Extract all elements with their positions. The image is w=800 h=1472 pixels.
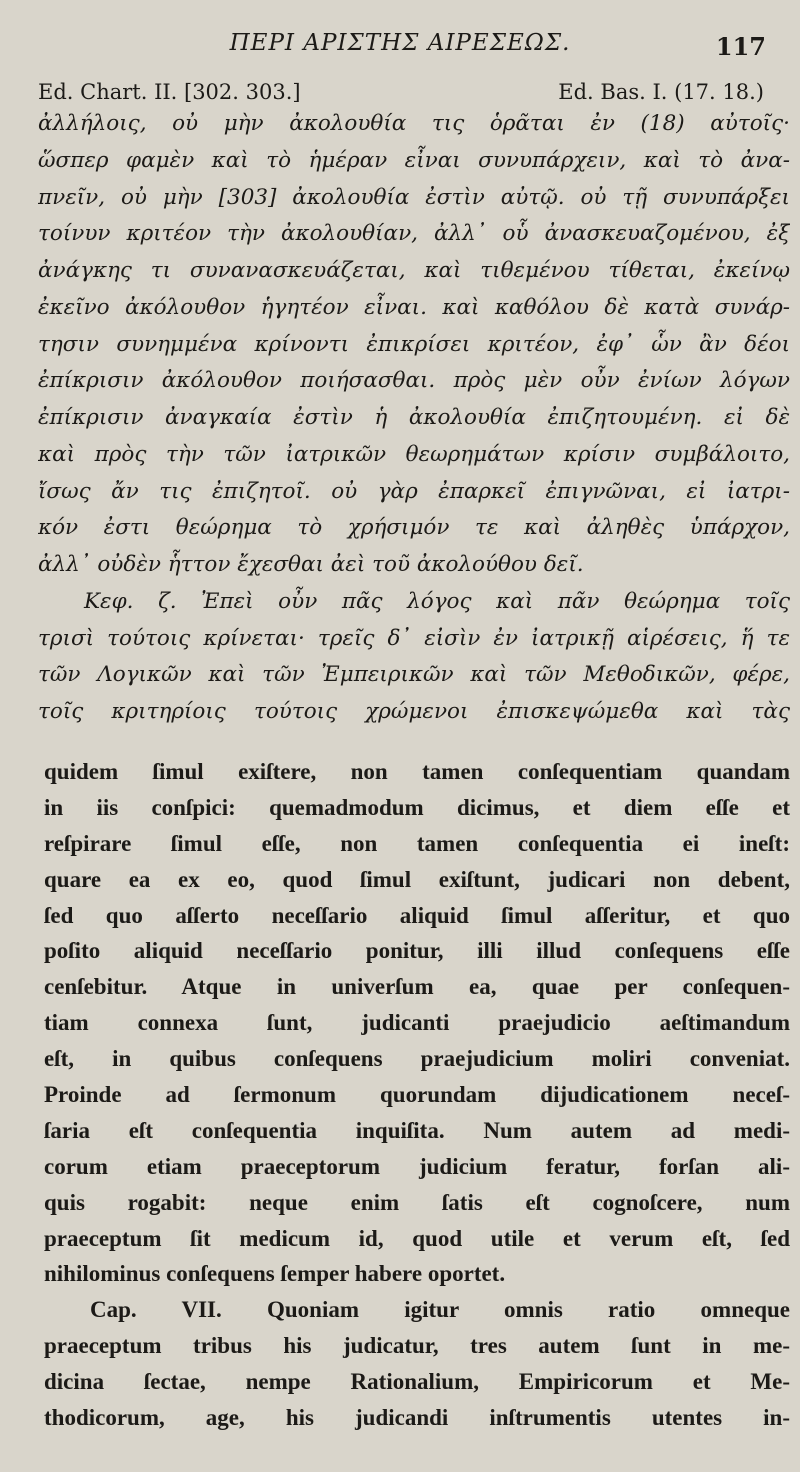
greek-text-block	[38, 106, 790, 731]
latin-line: quis rogabit: neque enim ſatis eſt cognoſcere, num	[44, 1189, 790, 1215]
edition-reference-left: Ed. Chart. II. [302. 303.]	[38, 80, 301, 104]
greek-line: πνεῖν, οὐ μὴν [303] ἀκολουθία ἐστὶν αὐτῷ. οὐ τῇ συνυπάρξει	[38, 184, 790, 210]
latin-line: in iis conſpici: quemadmodum dicimus, et diem eſſe et	[44, 794, 790, 820]
greek-line: τοῖς κριτηρίοις τούτοις χρώμενοι ἐπισκεψώμεθα καὶ τὰς	[38, 699, 790, 724]
greek-line: ἀλλήλοις, οὐ μὴν ἀκολουθία τις ὁρᾶται ἐν (18) αὐτοῖς·	[38, 111, 790, 136]
greek-line: ἴσως ἄν τις ἐπιζητοῖ. οὐ γὰρ ἐπαρκεῖ ἐπιγνῶναι, εἰ ἰατρι-	[38, 478, 790, 504]
greek-line: τῶν Λογικῶν καὶ τῶν Ἐμπειρικῶν καὶ τῶν Μεθοδικῶν, φέρε,	[38, 662, 790, 688]
greek-line: τρισὶ τούτοις κρίνεται· τρεῖς δ᾽ εἰσὶν ἐν ἰατρικῇ αἱρέσεις, ἥ τε	[38, 625, 790, 651]
latin-line: nihilominus conſequens ſemper habere oportet.	[44, 1261, 506, 1287]
latin-line: thodicorum, age, his judicandi inſtrumentis utentes in-	[44, 1405, 790, 1431]
latin-line: ſaria eſt conſequentia inquiſita. Num autem ad medi-	[44, 1117, 790, 1143]
greek-chapter-line: Κεφ. ζ. Ἐπεὶ οὖν πᾶς λόγος καὶ πᾶν θεώρημα τοῖς	[84, 588, 790, 614]
greek-line: κόν ἐστι θεώρημα τὸ χρήσιμόν τε καὶ ἀληθὲς ὑπάρχον,	[38, 515, 790, 541]
greek-line: καὶ πρὸς τὴν τῶν ἰατρικῶν θεωρημάτων κρίσιν συμβάλοιτο,	[38, 441, 790, 467]
latin-line: Proinde ad ſermonum quorundam dijudicationem neceſ-	[44, 1082, 790, 1108]
greek-line: ὥσπερ φαμὲν καὶ τὸ ἡμέραν εἶναι συνυπάρχειν, καὶ τὸ ἀνα-	[38, 147, 790, 173]
latin-line: eſt, in quibus conſequens praejudicium moliri conveniat.	[44, 1046, 790, 1072]
greek-line: ἐπίκρισιν ἀκόλουθον ποιήσασθαι. πρὸς μὲν οὖν ἐνίων λόγων	[38, 368, 790, 394]
greek-line: ἀνάγκης τι συνανασκευάζεται, καὶ τιθεμένου τίθεται, ἐκείνῳ	[38, 258, 790, 283]
latin-text-block	[44, 754, 790, 1436]
latin-chapter-line: Cap. VII. Quoniam igitur omnis ratio omneque	[90, 1297, 790, 1323]
latin-line: tiam connexa ſunt, judicanti praejudicio aeſtimandum	[44, 1010, 790, 1036]
edition-reference-right: Ed. Bas. I. (17. 18.)	[558, 80, 764, 104]
latin-line: cenſebitur. Atque in univerſum ea, quae per conſequen-	[44, 974, 790, 1000]
greek-line: ἐκεῖνο ἀκόλουθον ἡγητέον εἶναι. καὶ καθόλου δὲ κατὰ συνάρ-	[38, 294, 790, 320]
latin-line: corum etiam praeceptorum judicium feratur, forſan ali-	[44, 1153, 790, 1179]
latin-line: quare ea ex eo, quod ſimul exiſtunt, judicari non debent,	[44, 866, 790, 892]
latin-line: dicina ſectae, nempe Rationalium, Empiricorum et Me-	[44, 1369, 790, 1395]
greek-line: τοίνυν κριτέον τὴν ἀκολουθίαν, ἀλλ᾽ οὗ ἀνασκευαζομένου, ἐξ	[38, 221, 790, 247]
page-number: 117	[715, 32, 766, 61]
latin-line: ſed quo aſſerto neceſſario aliquid ſimul aſſeritur, et quo	[44, 902, 790, 928]
latin-line: praeceptum tribus his judicatur, tres autem ſunt in me-	[44, 1333, 790, 1359]
greek-line: ἀλλ᾽ οὐδὲν ἧττον ἔχεσθαι ἀεὶ τοῦ ἀκολούθου δεῖ.	[38, 552, 584, 577]
latin-line: praeceptum ſit medicum id, quod utile et verum eſt, ſed	[44, 1225, 790, 1251]
greek-line: ἐπίκρισιν ἀναγκαία ἐστὶν ἡ ἀκολουθία ἐπιζητουμένη. εἰ δὲ	[38, 405, 790, 430]
latin-line: reſpirare ſimul eſſe, non tamen conſequentia ei ineſt:	[44, 830, 790, 856]
running-title: ΠΕΡΙ ΑΡΙΣΤΗΣ ΑΙΡΕΣΕΩΣ.	[229, 30, 571, 56]
edition-reference-line	[38, 80, 764, 104]
greek-line: τησιν συνημμένα κρίνοντι ἐπικρίσει κριτέον, ἐφ᾽ ὧν ἂν δέοι	[38, 331, 790, 357]
latin-line: poſito aliquid neceſſario ponitur, illi illud conſequens eſſe	[44, 938, 790, 964]
latin-line: quidem ſimul exiſtere, non tamen conſequentiam quandam	[44, 759, 790, 784]
